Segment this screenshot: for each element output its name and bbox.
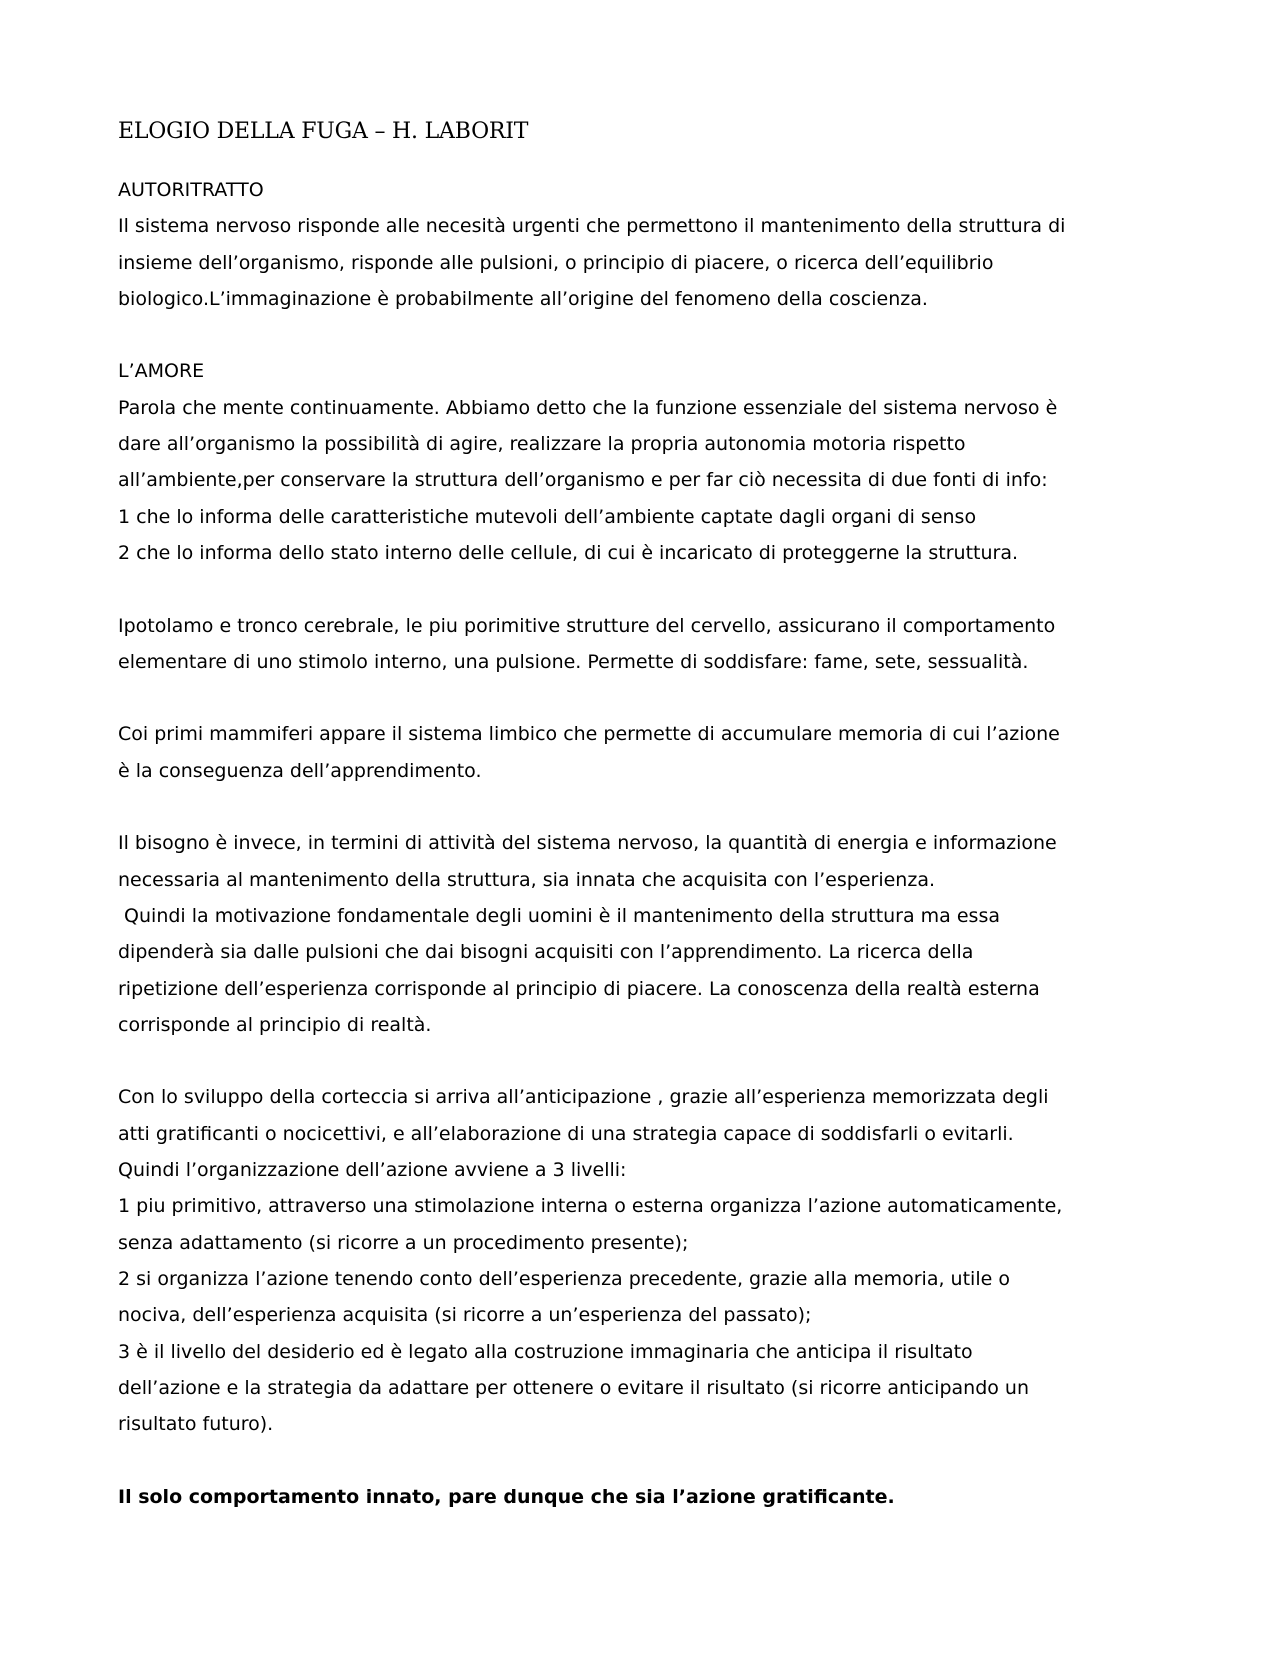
text-line: Coi primi mammiferi appare il sistema limbico che permette di accumulare memoria di cui l’azione xyxy=(118,723,1060,746)
text-line: 1 che lo informa delle caratteristiche mutevoli dell’ambiente captate dagli organi di senso xyxy=(118,505,977,528)
text-line: 3 è il livello del desiderio ed è legato alla costruzione immaginaria che anticipa il risultato xyxy=(118,1340,973,1363)
paragraph-gap xyxy=(118,317,1178,353)
paragraph-gap xyxy=(118,1442,1178,1478)
text-line: ripetizione dell’esperienza corrisponde al principio di piacere. La conoscenza della realtà esterna xyxy=(118,977,1040,1000)
text-line: dell’azione e la strategia da adattare per ottenere o evitare il risultato (si ricorre anticipando un xyxy=(118,1376,1030,1399)
text-line: Parola che mente continuamente. Abbiamo detto che la funzione essenziale del sistema nervoso è xyxy=(118,396,1058,419)
text-line: elementare di uno stimolo interno, una pulsione. Permette di soddisfare: fame, sete, sessualità. xyxy=(118,650,1029,673)
text-line: dare all’organismo la possibilità di agire, realizzare la propria autonomia motoria rispetto xyxy=(118,433,966,456)
text-line: senza adattamento (si ricorre a un procedimento presente); xyxy=(118,1231,689,1254)
text-line: insieme dell’organismo, risponde alle pulsioni, o principio di piacere, o ricerca dell’equilibrio xyxy=(118,251,994,274)
text-line: all’ambiente,per conservare la struttura dell’organismo e per far ciò necessita di due fonti di info: xyxy=(118,469,1048,492)
text-line: Il sistema nervoso risponde alle necesità urgenti che permettono il mantenimento della struttura di xyxy=(118,215,1066,238)
text-line: corrisponde al principio di realtà. xyxy=(118,1013,432,1036)
text-line: atti gratificanti o nocicettivi, e all’elaborazione di una strategia capace di soddisfarli o evitarli. xyxy=(118,1122,1014,1145)
text-line: biologico.L’immaginazione è probabilmente all’origine del fenomeno della coscienza. xyxy=(118,287,928,310)
paragraph-gap xyxy=(118,789,1178,825)
conclusion-text: Il solo comportamento innato, pare dunque che sia l’azione gratificante. xyxy=(118,1485,895,1508)
section-heading-amore: L’AMORE xyxy=(118,360,205,383)
text-line: Quindi l’organizzazione dell’azione avviene a 3 livelli: xyxy=(118,1159,627,1182)
section-heading-autoritratto: AUTORITRATTO xyxy=(118,179,264,201)
document-body xyxy=(118,172,1178,1515)
paragraph-gap xyxy=(118,1043,1178,1079)
text-line: è la conseguenza dell’apprendimento. xyxy=(118,759,482,782)
text-line: 1 piu primitivo, attraverso una stimolazione interna o esterna organizza l’azione automaticamente, xyxy=(118,1195,1063,1218)
text-line: risultato futuro). xyxy=(118,1413,274,1436)
text-line: Con lo sviluppo della corteccia si arriva all’anticipazione , grazie all’esperienza memorizzata degli xyxy=(118,1086,1049,1109)
text-line: Il bisogno è invece, in termini di attività del sistema nervoso, la quantità di energia e informazione xyxy=(118,832,1057,855)
text-line: Ipotolamo e tronco cerebrale, le piu porimitive strutture del cervello, assicurano il comportamento xyxy=(118,614,1056,637)
text-line: dipenderà sia dalle pulsioni che dai bisogni acquisiti con l’apprendimento. La ricerca della xyxy=(118,941,974,964)
text-line: Quindi la motivazione fondamentale degli uomini è il mantenimento della struttura ma essa xyxy=(118,904,1000,927)
paragraph-gap xyxy=(118,680,1178,716)
document-title: ELOGIO DELLA FUGA – H. LABORIT xyxy=(118,119,529,144)
paragraph-gap xyxy=(118,571,1178,607)
text-line: 2 si organizza l’azione tenendo conto dell’esperienza precedente, grazie alla memoria, utile o xyxy=(118,1267,1010,1290)
text-line: nociva, dell’esperienza acquisita (si ricorre a un’esperienza del passato); xyxy=(118,1304,812,1327)
text-line: 2 che lo informa dello stato interno delle cellule, di cui è incaricato di proteggerne la struttura. xyxy=(118,541,1019,564)
text-line: necessaria al mantenimento della struttura, sia innata che acquisita con l’esperienza. xyxy=(118,868,935,891)
